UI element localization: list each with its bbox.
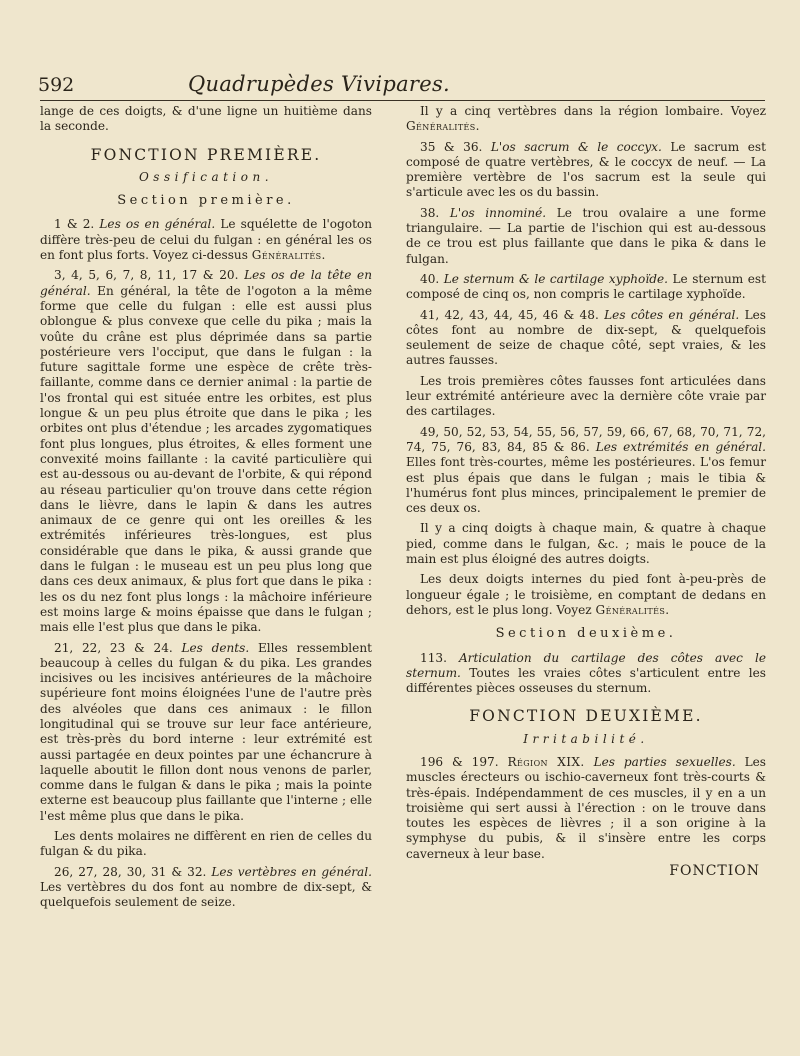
section-heading: Section première.: [117, 193, 295, 209]
paragraph: lange de ces doigts, & d'une ligne un huitième dans la seconde.: [40, 104, 372, 134]
paragraph: 196 & 197. Région XIX. Les parties sexuelles. Les muscles érecteurs ou ischio-caverneux font très-courts & très-épais. Indépendamment de ces muscles, il y en a un troisième qui sert aussi à l'érection : on le trouve dans toutes les espèces de lièvres ; il a son origine à la symphyse du pubis, & il s'insère entre les corps caverneux à leur base.: [406, 754, 766, 861]
right-column: [406, 104, 766, 879]
page-number: 592: [38, 74, 75, 96]
left-column: [40, 104, 372, 911]
catchword: FONCTION: [669, 863, 760, 880]
paragraph: Il y a cinq doigts à chaque main, & quatre à chaque pied, comme dans le fulgan, &c. ; mais le pouce de la main est plus éloigné des autres doigts.: [406, 521, 766, 567]
paragraph: 21, 22, 23 & 24. Les dents. Elles ressemblent beaucoup à celles du fulgan & du pika. Les grandes incisives ou les incisives antérieures de la mâchoire supérieure font moins éloignées l'une de l'autre près des alvéoles que dans ces animaux : le fillon longitudinal qui se trouve sur leur face antérieure, est très-près du bord interne : leur extrémité est aussi partagée en deux pointes par une échancrure à laquelle aboutit le fillon dont nous venons de parler, comme dans le fulgan & dans le pika ; mais la pointe externe est beaucoup plus faillante que l'interne ; elle l'est même plus que dans le pika.: [40, 640, 372, 823]
paragraph: 3, 4, 5, 6, 7, 8, 11, 17 & 20. Les os de la tête en général. En général, la tête de l'ogoton a la même forme que celle du fulgan : elle est aussi plus oblongue & plus convexe que celle du pika ; mais la voûte du crâne est plus déprimée dans sa partie postérieure vers l'occiput, que dans le fulgan : la future sagittale forme une espèce de crête très-faillante, comme dans ce dernier animal : la partie de l'os frontal qui est située entre les orbites, est plus longue & un peu plus étroite que dans le pika ; les orbites ont plus d'étendue ; les arcades zygomatiques font plus longues, plus étroites, & elles forment une convexité moins faillante : la cavité particulière qui est au-dessous ou au-devant de l'orbite, & qui répond au réseau particulier qu'on trouve dans cette région dans le lièvre, dans le lapin & dans les autres animaux de ce genre qui ont les oreilles & les extrémités inférieures très-longues, est plus considérable que dans le pika, & aussi grande que dans le fulgan : le museau est un peu plus long que dans ces deux animaux, & plus fort que dans le pika : les os du nez font plus longs : la mâchoire inférieure est moins large & moins épaisse que dans le fulgan ; mais elle l'est plus que dans le pika.: [40, 268, 372, 635]
paragraph: Il y a cinq vertèbres dans la région lombaire. Voyez Généralités.: [406, 104, 766, 134]
running-title: Quadrupèdes Vivipares.: [188, 72, 451, 96]
paragraph: 113. Articulation du cartilage des côtes avec le sternum. Toutes les vraies côtes s'articulent entre les différentes pièces osseuses du sternum.: [406, 650, 766, 696]
header-rule: [40, 100, 765, 101]
paragraph: 49, 50, 52, 53, 54, 55, 56, 57, 59, 66, 67, 68, 70, 71, 72, 74, 75, 76, 83, 84, 85 & 86. Les extrémités en général. Elles font très-courtes, même les postérieures. L'os femur est plus épais que dans le fulgan ; mais le tibia & l'humérus font plus minces, principalement le premier de ces deux os.: [406, 424, 766, 516]
ossification-heading: Ossification.: [138, 169, 274, 184]
fonction-heading: FONCTION DEUXIÈME.: [469, 707, 703, 726]
paragraph: 35 & 36. L'os sacrum & le coccyx. Le sacrum est composé de quatre vertèbres, & le coccyx de neuf. — La première vertèbre de l'os sacrum est la seule qui s'articule avec les os du bassin.: [406, 139, 766, 200]
paragraph: Les dents molaires ne diffèrent en rien de celles du fulgan & du pika.: [40, 829, 372, 859]
paragraph: 38. L'os innominé. Le trou ovalaire a une forme triangulaire. — La partie de l'ischion qui est au-dessous de ce trou est plus faillante que dans le pika & dans le fulgan.: [406, 205, 766, 266]
paragraph: 40. Le sternum & le cartilage xyphoïde. Le sternum est composé de cinq os, non compris le cartilage xyphoïde.: [406, 271, 766, 302]
irritabilite-heading: Irritabilité.: [523, 731, 649, 746]
paragraph: Les trois premières côtes fausses font articulées dans leur extrémité antérieure avec la dernière côte vraie par des cartilages.: [406, 373, 766, 419]
paragraph: Les deux doigts internes du pied font à-peu-près de longueur égale ; le troisième, en comptant de dedans en dehors, est le plus long. Voyez Généralités.: [406, 572, 766, 617]
paragraph: 26, 27, 28, 30, 31 & 32. Les vertèbres en général. Les vertèbres du dos font au nombre de dix-sept, & quelquefois seulement de seize.: [40, 864, 372, 910]
paragraph: 1 & 2. Les os en général. Le squélette de l'ogoton diffère très-peu de celui du fulgan : en général les os en font plus forts. Voyez ci-dessus Généralités.: [40, 217, 373, 263]
paragraph: 41, 42, 43, 44, 45, 46 & 48. Les côtes en général. Les côtes font au nombre de dix-sept, & quelquefois seulement de seize de chaque côté, sept vraies, & les autres fausses.: [406, 307, 766, 368]
section-heading: Section deuxième.: [495, 626, 677, 642]
fonction-heading: FONCTION PREMIÈRE.: [90, 145, 322, 164]
